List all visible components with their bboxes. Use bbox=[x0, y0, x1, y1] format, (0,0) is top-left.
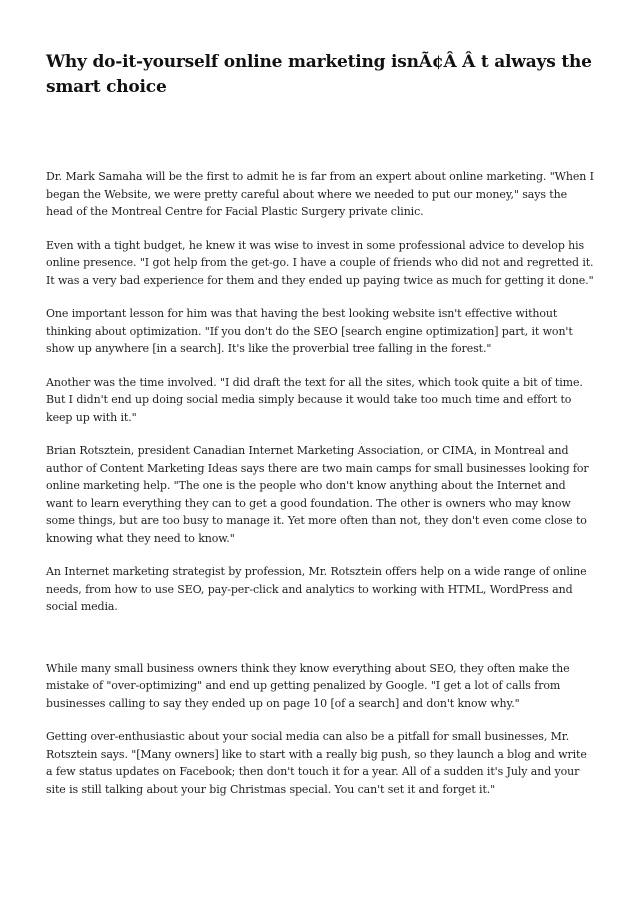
section-spacer bbox=[46, 632, 594, 660]
paragraph: An Internet marketing strategist by profession, Mr. Rotsztein offers help on a wide range of online needs, from how to use SEO, pay-per-click and analytics to working with HTML, WordPress and social media. bbox=[46, 565, 587, 613]
paragraph: Even with a tight budget, he knew it was wise to invest in some professional advice to develop his online presence. "I got help from the get-go. I have a couple of friends who did not and regretted it. It was a very bad experience for them and they ended up paying twice as much for getting it done." bbox=[46, 238, 594, 287]
paragraph: Another was the time involved. "I did draft the text for all the sites, which took quite a bit of time. But I didn't end up doing social media simply because it would take too much time and effort to keep up with it." bbox=[46, 375, 583, 424]
document-title: Why do-it-yourself online marketing isnÃ¢Â Â t always the smart choice bbox=[46, 52, 592, 97]
paragraph: Dr. Mark Samaha will be the first to admit he is far from an expert about online marketing. "When I began the Website, we were pretty careful about where we needed to put our money," says the head of the Montreal Centre for Facial Plastic Surgery private clinic. bbox=[46, 170, 594, 218]
paragraph: Brian Rotsztein, president Canadian Internet Marketing Association, or CIMA, in Montreal and author of Content Marketing Ideas says there are two main camps for small businesses looking for online marketing help. "The one is the people who don't know anything about the Internet and want to learn everything they can to get a good foundation. The other is owners who may know some things, but are too busy to manage it. Yet more often than not, they don't even come close to knowing what they need to know." bbox=[46, 444, 589, 545]
paragraph: Getting over-enthusiastic about your social media can also be a pitfall for small businesses, Mr. Rotsztein says. "[Many owners] like to start with a really big push, so they launch a blog and write a few status updates on Facebook; then don't touch it for a year. All of a sudden it's July and your site is still talking about your big Christmas special. You can't set it and forget it." bbox=[46, 730, 587, 796]
paragraph: One important lesson for him was that having the best looking website isn't effective without thinking about optimization. "If you don't do the SEO [search engine optimization] part, it won't show up anywhere [in a search]. It's like the proverbial tree falling in the forest." bbox=[46, 307, 573, 355]
document-body bbox=[46, 168, 594, 798]
paragraph: While many small business owners think they know everything about SEO, they often make the mistake of "over-optimizing" and end up getting penalized by Google. "I get a lot of calls from businesses calling to say they ended up on page 10 [of a search] and don't know why." bbox=[46, 661, 570, 710]
